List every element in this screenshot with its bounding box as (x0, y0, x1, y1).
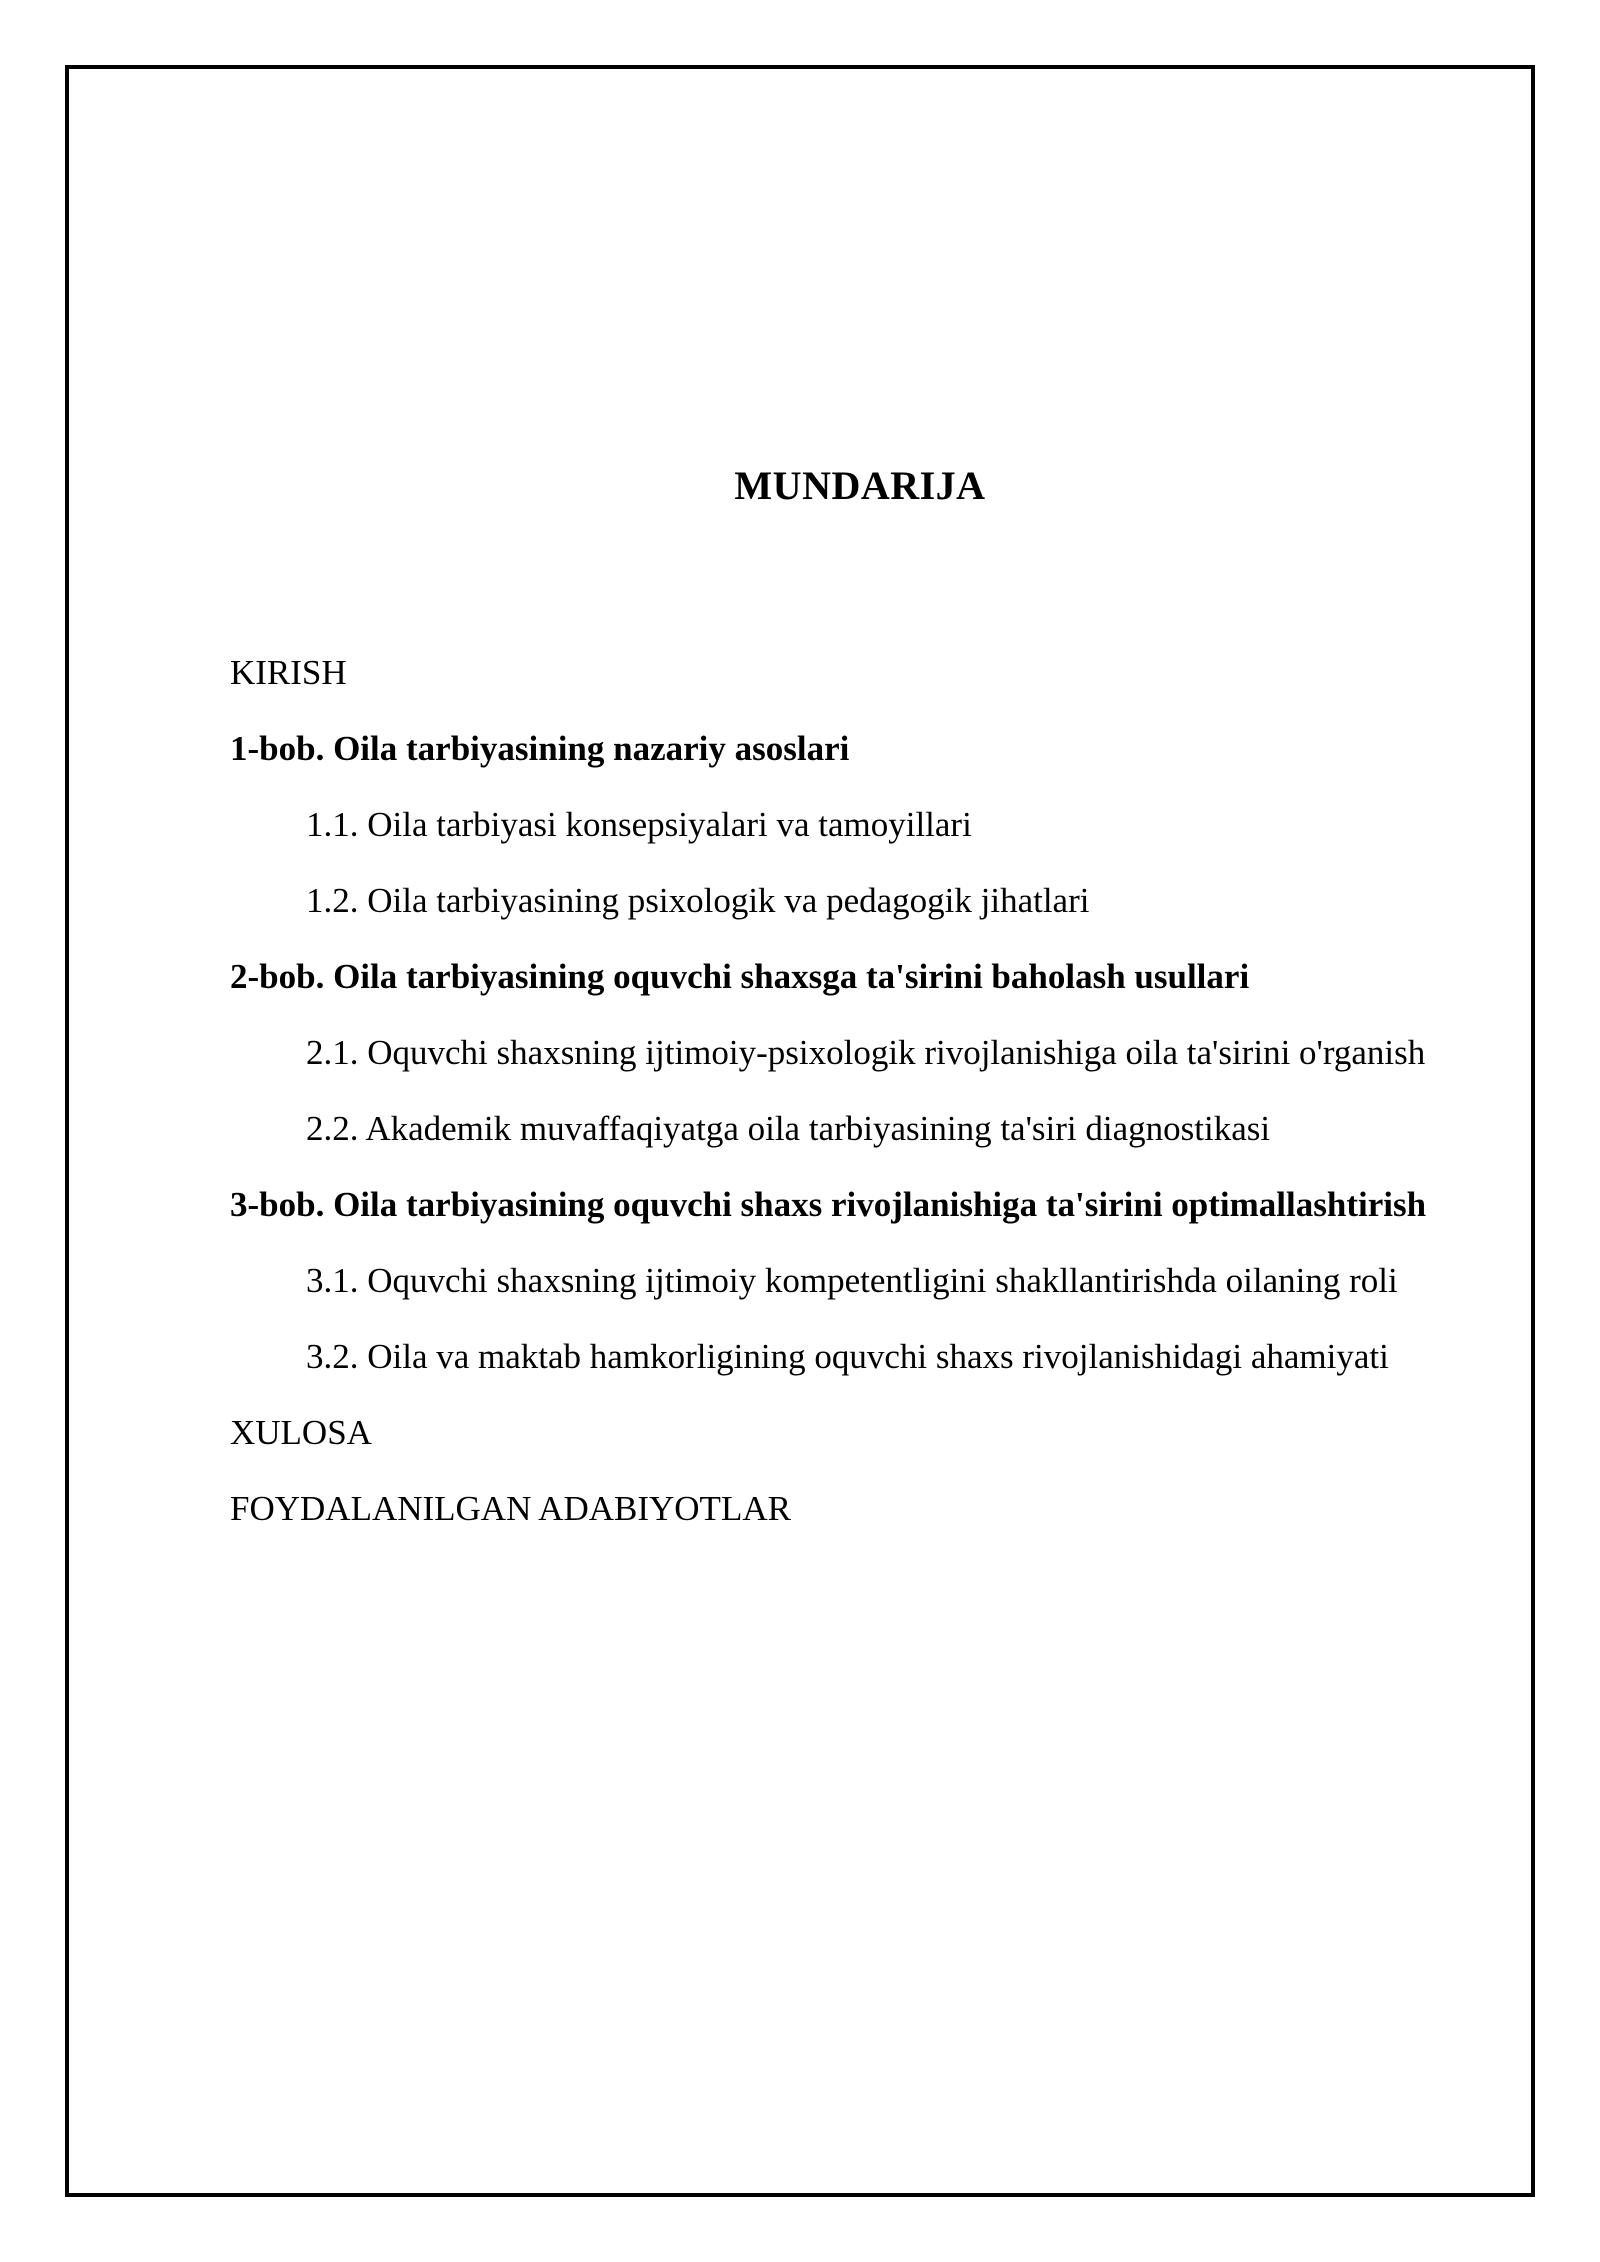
toc-entry-conclusion: XULOSA (230, 1413, 372, 1452)
toc-section-1-2: 1.2. Oila tarbiyasining psixologik va pedagogik jihatlari (306, 881, 1090, 920)
toc-entry-introduction: KIRISH (230, 653, 347, 692)
toc-chapter-3: 3-bob. Oila tarbiyasining oquvchi shaxs rivojlanishiga ta'sirini optimallashtirish (230, 1185, 1427, 1224)
table-of-contents (230, 640, 1490, 1552)
toc-section-3-1: 3.1. Oquvchi shaxsning ijtimoiy kompetentligini shakllantirishda oilaning roli (306, 1261, 1398, 1300)
toc-section-3-2: 3.2. Oila va maktab hamkorligining oquvchi shaxs rivojlanishidagi ahamiyati (306, 1337, 1389, 1376)
toc-section-2-2: 2.2. Akademik muvaffaqiyatga oila tarbiyasining ta'siri diagnostikasi (306, 1109, 1271, 1148)
toc-chapter-2: 2-bob. Oila tarbiyasining oquvchi shaxsga ta'sirini baholash usullari (230, 957, 1250, 996)
toc-chapter-1: 1-bob. Oila tarbiyasining nazariy asoslari (230, 729, 850, 768)
toc-entry-references: FOYDALANILGAN ADABIYOTLAR (230, 1489, 791, 1528)
page-title: MUNDARIJA (734, 463, 986, 508)
toc-section-2-1: 2.1. Oquvchi shaxsning ijtimoiy-psixologik rivojlanishiga oila ta'sirini o'rganish (306, 1033, 1426, 1072)
toc-section-1-1: 1.1. Oila tarbiyasi konsepsiyalari va tamoyillari (306, 805, 972, 844)
